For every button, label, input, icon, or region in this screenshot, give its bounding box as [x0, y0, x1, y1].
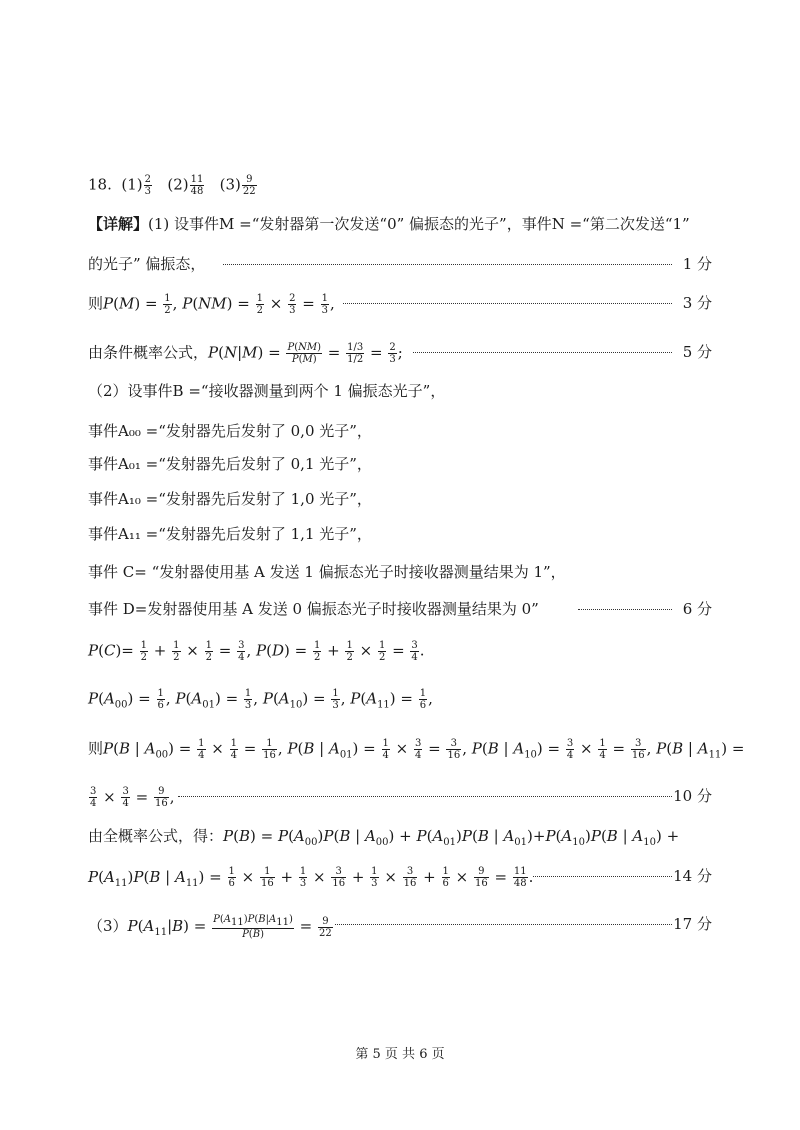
dot-leader: [343, 303, 672, 304]
detail-line-12: P(C)= $\frac{1}{2}$ + $\frac{1}{2}$ × $\frac{1}{2}$ = $\frac{3}{4}$ , P(D) = $\frac{1}{2}$ + $\frac{1}{2}$ × $\frac{1}{2}$ = $\frac{3}{4}$ .: [88, 640, 425, 663]
dot-leader: [578, 609, 672, 610]
problem-number: 18.: [88, 175, 112, 194]
detail-line-7: 事件A₀₁ =“发射器先后发射了 0,1 光子”，: [88, 455, 372, 473]
detail-line-4: 由条件概率公式，P(N|M) = $\frac{P(NM)}{P(M)}$ = $\frac{1/3}{1/2}$ = $\frac{2}{3}$ ; 5 分: [88, 342, 712, 365]
answer-header: 18. (1) $\frac{2}{3}$ (2) $\frac{11}{48}$ (3) $\frac{9}{22}$: [88, 174, 256, 197]
detail-line-6: 事件A₀₀ =“发射器先后发射了 0,0 光子”，: [88, 422, 372, 440]
page-footer: 第 5 页 共 6 页: [355, 1047, 445, 1062]
detail-line-1: 【详解】(1) 设事件M =“发射器第一次发送“0” 偏振态的光子”，事件N =“第二次发送“1”: [88, 215, 690, 233]
score-label: 6 分: [682, 600, 712, 618]
detail-line-5: （2）设事件B =“接收器测量到两个 1 偏振态光子”，: [88, 382, 446, 400]
detail-line-11: 事件 D=发射器使用基 A 发送 0 偏振态光子时接收器测量结果为 0” 6 分: [88, 600, 712, 618]
detail-line-2: 的光子” 偏振态， 1 分: [88, 255, 712, 273]
detail-line-8: 事件A₁₀ =“发射器先后发射了 1,0 光子”，: [88, 490, 372, 508]
detail-line-14: 则P(B | $A_{00}$) = $\frac{1}{4}$ × $\frac{1}{4}$ = $\frac{1}{16}$ , P(B | $A_{01}$) = $\frac{1}{4}$ × $\frac{3}{4}$ = $\frac{3}{16}$ , P(B | $A_{10}$) = $\frac{3}{4}$ × $\frac{1}{4}$ = $\frac{3}{16}$ , P(B | $A_{11}$) =: [88, 738, 745, 761]
detail-line-10: 事件 C= “发射器使用基 A 发送 1 偏振态光子时接收器测量结果为 1”，: [88, 563, 566, 581]
dot-leader: [178, 796, 672, 797]
detail-line-16: 由全概率公式，得：$P(B) = P(A_{00})P(B$ | $A_{00}) + P(A_{01})P(B$ | $A_{01})+P(A_{10})P(B$ | $A_{10}$) +: [88, 827, 680, 848]
detail-line-9: 事件A₁₁ =“发射器先后发射了 1,1 光子”，: [88, 525, 372, 543]
dot-leader: [413, 352, 672, 353]
detail-line-18: $(3)P(A_{11}|B)$ = $\frac{P(A_{11})P(B|A_{11})}{P(B)}$ = $\frac{9}{22}$ 17 分: [88, 914, 712, 940]
score-label: 5 分: [682, 343, 712, 361]
score-label: 17 分: [673, 915, 712, 933]
score-label: 10 分: [673, 787, 712, 805]
detail-line-15: $\frac{3}{4}$ × $\frac{3}{4}$ = $\frac{9}{16}$ , 10 分: [90, 786, 712, 809]
dot-leader: [223, 264, 672, 265]
score-label: 1 分: [682, 255, 712, 273]
detail-line-13: $P(A_{00})$ = $\frac{1}{6}$ , $P(A_{01})$ = $\frac{1}{3}$ , $P(A_{10})$ = $\frac{1}{3}$ , $P(A_{11})$ = $\frac{1}{6}$ ,: [88, 688, 433, 711]
score-label: 3 分: [682, 294, 712, 312]
detail-line-3: 则P(M) = $\frac{1}{2}$ , P(NM) = $\frac{1}{2}$ × $\frac{2}{3}$ = $\frac{1}{3}$ , 3 分: [88, 293, 712, 316]
score-label: 14 分: [673, 867, 712, 885]
detail-tag: 【详解】: [88, 215, 149, 233]
detail-line-17: $P(A_{11})P(B$ | $A_{11}$) = $\frac{1}{6}$ × $\frac{1}{16}$ + $\frac{1}{3}$ × $\frac{3}{16}$ + $\frac{1}{3}$ × $\frac{3}{16}$ + $\frac{1}{6}$ × $\frac{9}{16}$ = $\frac{11}{48}$ . 14 分: [88, 866, 712, 889]
dot-leader: [328, 924, 672, 925]
